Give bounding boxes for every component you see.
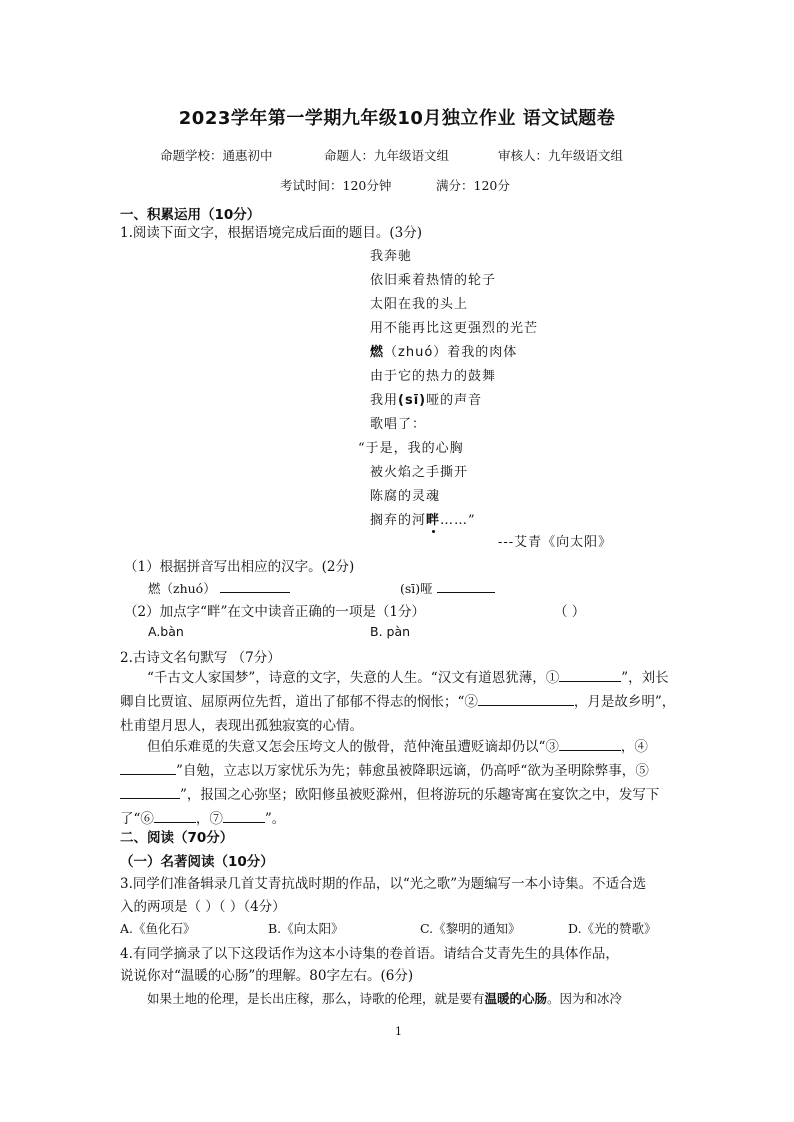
full-score: 满分：120分 <box>436 178 510 193</box>
recitation-paragraph-1 <box>120 666 676 738</box>
reviewer-info: 审核人：九年级语文组 <box>498 148 624 163</box>
poem-line-voice <box>370 389 482 408</box>
paragraph-text: ”，报国之心弥坚；欧阳修虽被贬滁州，但将游玩的乐趣寄寓在宴饮之中，发写下了“ <box>120 787 660 827</box>
poem-ellipsis: ……” <box>440 513 476 528</box>
poem-burn-pinyin: （zhuó） <box>384 345 448 360</box>
answer-blank[interactable] <box>120 760 176 775</box>
poem-source: ---艾青《向太阳》 <box>498 535 613 550</box>
answer-blank[interactable] <box>154 808 196 823</box>
poem-line-burn <box>370 341 517 360</box>
question-4-prompt-cont: 说说你对“温暖的心肠”的理解。80字左右。(6分) <box>120 968 414 984</box>
poem-line: 陈腐的灵魂 <box>370 489 441 504</box>
recitation-paragraph-2 <box>120 735 676 831</box>
paragraph-text: ”。 <box>264 811 286 827</box>
paragraph-text: 但伯乐难觅的失意又怎会压垮文人的傲骨，范仲淹虽遭贬谪却仍以“ <box>147 739 546 755</box>
question-1-prompt: 1.阅读下面文字，根据语境完成后面的题目。(3分) <box>120 225 423 241</box>
sub-question-2: （2）加点字“畔”在文中读音正确的一项是（1分） <box>124 604 425 620</box>
poem-line: 由于它的热力的鼓舞 <box>370 369 497 384</box>
answer-blank[interactable] <box>223 808 265 823</box>
answer-zhuo <box>148 578 290 597</box>
poem-line: 用不能再比这更强烈的光芒 <box>370 321 539 336</box>
answer-blank[interactable] <box>478 691 574 706</box>
question-3-prompt-cont[interactable]: 入的两项是（ ）（ ）（4分） <box>120 899 286 915</box>
exam-time: 考试时间：120分钟 <box>280 178 392 193</box>
sub-heading-classics: （一）名著阅读（10分） <box>120 854 274 870</box>
blank-marker: ② <box>464 694 478 710</box>
poem-line: 依旧乘着热情的轮子 <box>370 273 497 288</box>
blank-marker: ⑥ <box>140 811 154 827</box>
poem-line: 我奔驰 <box>370 249 413 264</box>
option-b[interactable]: B. pàn <box>370 624 411 639</box>
poem-burn-char: 燃 <box>370 345 385 360</box>
question-3-prompt: 3.同学们准备辑录几首艾青抗战时期的作品，以“光之歌”为题编写一本小诗集。不适合选 <box>120 876 647 892</box>
page-title: 2023学年第一学期九年级10月独立作业 语文试题卷 <box>178 108 616 129</box>
quote-text: 。因为和冰冷 <box>547 991 623 1006</box>
question-2-prompt: 2.古诗文名句默写 （7分） <box>120 650 281 666</box>
paragraph-text: “千古文人家国梦”，诗意的文字，失意的人生。“汉文有道恩犹薄， <box>147 670 546 686</box>
epigraph-quote <box>147 989 622 1007</box>
page-number: 1 <box>395 1025 402 1038</box>
answer-blank[interactable] <box>559 736 621 751</box>
question-4-prompt: 4.有同学摘录了以下这段话作为这本小诗集的卷首语。请结合艾青先生的具体作品， <box>120 946 619 962</box>
option-c[interactable]: C.《黎明的通知》 <box>420 921 521 936</box>
quote-emphasis: 温暖的心肠 <box>484 991 548 1006</box>
answer-blank[interactable] <box>120 784 180 799</box>
paragraph-text: ， <box>620 739 635 755</box>
poem-voice-prefix: 我用 <box>370 393 399 408</box>
blank-marker: ④ <box>634 739 648 755</box>
poem-line: 太阳在我的头上 <box>370 297 469 312</box>
author-info: 命题人：九年级语文组 <box>324 148 450 163</box>
school-info: 命题学校：通惠初中 <box>160 148 273 163</box>
answer-paren[interactable]: （ ） <box>554 604 586 620</box>
poem-line-text: 着我的肉体 <box>447 345 518 360</box>
quote-text: 如果土地的伦理，是长出庄稼，那么，诗歌的伦理，就是要有 <box>147 991 485 1006</box>
paragraph-text: ”自勉，立志以万家忧乐为先；韩愈虽被降职远谪，仍高呼“欲为圣明除弊事， <box>176 763 636 779</box>
paragraph-text: ， <box>195 811 210 827</box>
answer-blank[interactable] <box>220 578 290 593</box>
answer-blank[interactable] <box>437 578 495 593</box>
poem-line-text: 搁弃的河 <box>370 513 427 528</box>
section-heading-reading: 二、阅读（70分） <box>120 830 234 846</box>
blank-marker: ③ <box>545 739 559 755</box>
zhuo-label: 燃（zhuó） <box>148 581 216 596</box>
answer-si <box>400 578 495 597</box>
poem-voice-pinyin: (sī) <box>398 393 427 408</box>
blank-marker: ⑤ <box>635 763 649 779</box>
answer-blank[interactable] <box>559 667 621 682</box>
blank-marker: ⑦ <box>209 811 223 827</box>
option-a[interactable]: A.bàn <box>148 624 184 639</box>
blank-marker: ① <box>545 670 560 686</box>
poem-line: 被火焰之手撕开 <box>370 465 469 480</box>
section-heading-accumulation: 一、积累运用（10分） <box>120 207 261 223</box>
option-d[interactable]: D.《光的赞歌》 <box>568 921 657 936</box>
paragraph-text: ，月是故乡明”，杜甫望月思人，表现出孤独寂寞的心情。 <box>120 694 676 734</box>
poem-line: 歌唱了： <box>370 417 427 432</box>
poem-line-text: 哑的声音 <box>426 393 483 408</box>
poem-line-river <box>370 509 476 528</box>
poem-line: “于是，我的心胸 <box>358 441 464 456</box>
si-label: (sī)哑 <box>400 581 433 596</box>
sub-question-1: （1）根据拼音写出相应的汉字。(2分) <box>124 559 355 575</box>
option-b[interactable]: B.《向太阳》 <box>268 921 344 936</box>
paragraph-text: ”，刘长卿自比贾谊、屈原两位先哲，道出了郁郁不得志的悯怅；“ <box>120 670 669 710</box>
option-a[interactable]: A.《鱼化石》 <box>120 921 196 936</box>
dotted-char: 畔 <box>426 513 441 528</box>
